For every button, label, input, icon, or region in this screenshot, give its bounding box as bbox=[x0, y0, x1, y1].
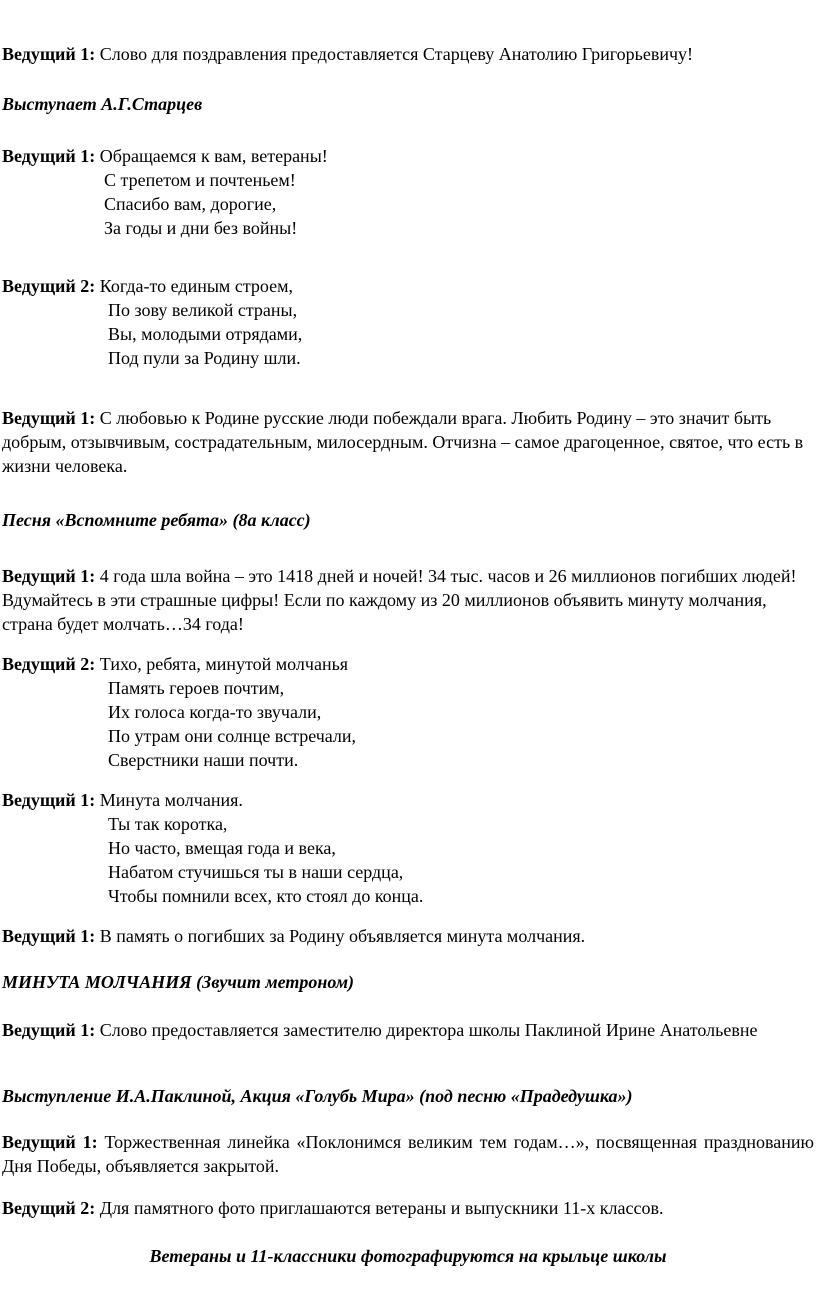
stage-direction-minute-of-silence: МИНУТА МОЛЧАНИЯ (Звучит метроном) bbox=[2, 972, 355, 992]
poem-host-2-ranks bbox=[2, 274, 814, 370]
paragraph-host-1-love-of-homeland bbox=[2, 406, 814, 478]
speaker-label: Ведущий 1: bbox=[2, 926, 96, 946]
paragraph-text: Для памятного фото приглашаются ветераны и выпускники 11-х классов. bbox=[95, 1198, 664, 1218]
poem-line: С трепетом и почтеньем! bbox=[104, 170, 296, 190]
speaker-label: Ведущий 1: bbox=[2, 566, 96, 586]
speaker-label: Ведущий 1: bbox=[2, 146, 96, 166]
poem-line: Набатом стучишься ты в наши сердца, bbox=[108, 862, 404, 882]
speaker-label: Ведущий 1: bbox=[2, 1020, 96, 1040]
paragraph-host-1-war-years bbox=[2, 564, 810, 636]
poem-first-line: Ведущий 2: Когда-то единым строем, bbox=[2, 276, 293, 296]
poem-line: Память героев почтим, bbox=[108, 678, 285, 698]
speaker-label: Ведущий 2: bbox=[2, 654, 96, 674]
poem-line: Их голоса когда-то звучали, bbox=[108, 702, 322, 722]
paragraph-host-1-deputy-director bbox=[2, 1018, 814, 1042]
paragraph-host-1-greeting bbox=[2, 42, 814, 66]
poem-line: Чтобы помнили всех, кто стоял до конца. bbox=[108, 886, 424, 906]
poem-line: За годы и дни без войны! bbox=[104, 218, 298, 238]
stage-direction-startsev: Выступает А.Г.Старцев bbox=[2, 94, 203, 114]
speaker-label: Ведущий 1: bbox=[2, 408, 96, 428]
poem-first-line: Ведущий 1: Обращаемся к вам, ветераны! bbox=[2, 146, 328, 166]
poem-line: По утрам они солнце встречали, bbox=[108, 726, 357, 746]
poem-host-2-silence bbox=[2, 652, 814, 772]
stage-direction-song: Песня «Вспомните ребята» (8а класс) bbox=[2, 510, 311, 530]
paragraph-host-2-photo bbox=[2, 1196, 814, 1220]
speaker-label: Ведущий 1: bbox=[2, 790, 96, 810]
paragraph-host-1-announce-silence bbox=[2, 924, 814, 948]
poem-host-1-veterans bbox=[2, 144, 814, 240]
poem-line: Спасибо вам, дорогие, bbox=[104, 194, 277, 214]
paragraph-text: В память о погибших за Родину объявляется минута молчания. bbox=[95, 926, 586, 946]
speaker-label: Ведущий 2: bbox=[2, 276, 96, 296]
poem-first-line: Ведущий 1: Минута молчания. bbox=[2, 790, 243, 810]
speaker-label: Ведущий 1: bbox=[2, 1132, 98, 1152]
poem-line: Сверстники наши почти. bbox=[108, 750, 299, 770]
poem-line: Под пули за Родину шли. bbox=[108, 348, 301, 368]
poem-host-1-minute bbox=[2, 788, 814, 908]
poem-first-line: Ведущий 2: Тихо, ребята, минутой молчанья bbox=[2, 654, 349, 674]
paragraph-text: С любовью к Родине русские люди побеждали врага. Любить Родину – это значит быть добрым, отзывчивым, сострадательным, милосердным. Отчизна – самое драгоценное, святое, что есть в жизни человека. bbox=[2, 408, 804, 476]
paragraph-text: 4 года шла война – это 1418 дней и ночей! 34 тыс. часов и 26 миллионов погибших людей! Вдумайтесь в эти страшные цифры! Если по каждому из 20 миллионов объявить минуту молчания, страна будет молчать…34 года! bbox=[2, 566, 797, 634]
stage-direction-peace-dove: Выступление И.А.Паклиной, Акция «Голубь Мира» (под песню «Прадедушка») bbox=[2, 1086, 633, 1106]
paragraph-host-1-closing bbox=[2, 1130, 814, 1178]
poem-line: Но часто, вмещая года и века, bbox=[108, 838, 336, 858]
poem-line: Вы, молодыми отрядами, bbox=[108, 324, 303, 344]
paragraph-text: Торжественная линейка «Поклонимся великим тем годам…», посвященная празднованию Дня Победы, объявляется закрытой. bbox=[2, 1132, 814, 1176]
speaker-label: Ведущий 2: bbox=[2, 1198, 96, 1218]
paragraph-text: Слово предоставляется заместителю директора школы Паклиной Ирине Анатольевне bbox=[95, 1020, 758, 1040]
poem-line: По зову великой страны, bbox=[108, 300, 298, 320]
stage-direction-photo: Ветераны и 11-классники фотографируются на крыльце школы bbox=[149, 1246, 667, 1266]
poem-line: Ты так коротка, bbox=[108, 814, 228, 834]
speaker-label: Ведущий 1: bbox=[2, 44, 96, 64]
paragraph-text: Слово для поздравления предоставляется Старцеву Анатолию Григорьевичу! bbox=[95, 44, 694, 64]
